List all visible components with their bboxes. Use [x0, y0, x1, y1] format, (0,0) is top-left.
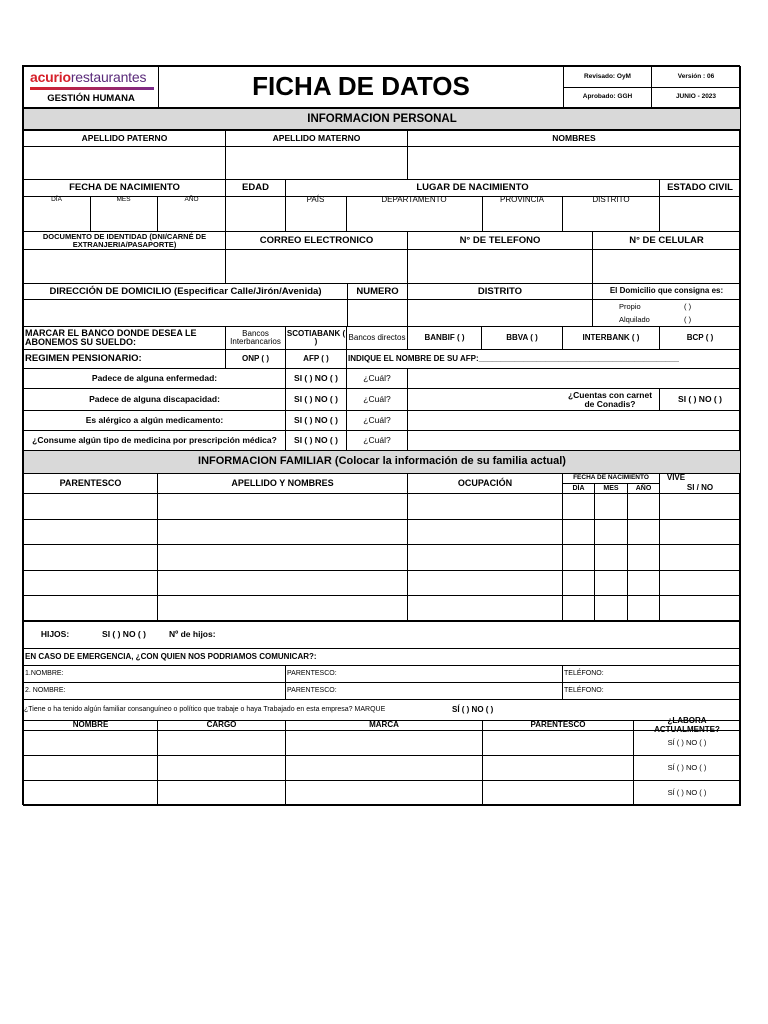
- fam-dia-header: DÍA: [562, 483, 595, 494]
- fam-row-3-anio-field[interactable]: [627, 544, 660, 571]
- celular-label: N° DE CELULAR: [592, 231, 741, 250]
- regimen-pensionario-label: REGIMEN PENSIONARIO:: [23, 349, 226, 369]
- pe-row-2-labora-field: [633, 755, 741, 781]
- telefono-label: N° DE TELEFONO: [407, 231, 593, 250]
- afp-option[interactable]: AFP ( ): [285, 349, 347, 369]
- pe-row-2-nombre-field[interactable]: [23, 755, 158, 781]
- distrito-label: DISTRITO: [407, 283, 593, 300]
- enfermedad-si-no[interactable]: SI ( ) NO ( ): [285, 368, 347, 389]
- fam-mes-header: MES: [594, 483, 628, 494]
- emergencia-nombre2[interactable]: 2. NOMBRE:: [23, 682, 286, 700]
- pe-cargo-header: CARGO: [157, 720, 286, 731]
- conadis-si-no[interactable]: SI ( ) NO ( ): [659, 388, 741, 411]
- fam-row-1-parentesco-field[interactable]: [23, 493, 158, 520]
- mes-field[interactable]: [90, 196, 158, 232]
- section-familiar-title: INFORMACION FAMILIAR (Colocar la información de su familia actual): [23, 450, 741, 474]
- distrito-nac-field[interactable]: [562, 196, 660, 232]
- correo-label: CORREO ELECTRONICO: [225, 231, 408, 250]
- version-label: Versión : 06: [651, 66, 741, 88]
- anio-field[interactable]: [157, 196, 226, 232]
- fam-row-5-mes-field[interactable]: [594, 595, 628, 622]
- fam-row-3-vive-field[interactable]: [659, 544, 741, 571]
- fam-row-2-mes-field[interactable]: [594, 519, 628, 546]
- hijos-si-no[interactable]: SI ( ) NO ( ): [102, 629, 146, 640]
- alquilado-label: Alquilado: [619, 315, 650, 325]
- nombres-label: NOMBRES: [407, 130, 741, 147]
- alquilado-checkbox[interactable]: ( ): [684, 315, 692, 325]
- section-personal-title: INFORMACION PERSONAL: [23, 108, 741, 130]
- pariente-empresa-question: ¿Tiene o ha tenido algún familiar consanguíneo o político que trabaje o haya Trabajado en esta empresa? MARQUE: [24, 706, 386, 714]
- revisado-label: Revisado: OyM: [563, 66, 652, 88]
- direccion-label: DIRECCIÓN DE DOMICILIO (Especificar Calle/Jirón/Avenida): [23, 283, 348, 300]
- dia-field[interactable]: [23, 196, 91, 232]
- fam-row-1-vive-field[interactable]: [659, 493, 741, 520]
- alergico-cual-label: ¿Cuál?: [346, 410, 408, 431]
- fam-row-5-parentesco-field[interactable]: [23, 595, 158, 622]
- medicina-si-no[interactable]: SI ( ) NO ( ): [285, 430, 347, 451]
- scotiabank-option[interactable]: SCOTIABANK ( ): [285, 326, 347, 350]
- pe-parentesco-header: PARENTESCO: [482, 720, 634, 731]
- pe-row-3-marca-field[interactable]: [285, 780, 483, 806]
- fam-row-5-dia-field[interactable]: [562, 595, 595, 622]
- alergico-cual-field[interactable]: [407, 410, 741, 431]
- alergico-si-no[interactable]: SI ( ) NO ( ): [285, 410, 347, 431]
- pe-row-1-labora-si-no[interactable]: SÍ ( ) NO ( ): [667, 738, 707, 748]
- pe-labora-header: ¿LABORA ACTUALMENTE?: [633, 720, 741, 731]
- fam-row-4-apellido-field[interactable]: [157, 570, 408, 597]
- fam-row-1-dia-field[interactable]: [562, 493, 595, 520]
- medicina-cual-label: ¿Cuál?: [346, 430, 408, 451]
- ficha-form: [22, 65, 740, 805]
- logo-brand: acurio: [30, 69, 71, 85]
- pe-row-2-marca-field[interactable]: [285, 755, 483, 781]
- fam-row-1-anio-field[interactable]: [627, 493, 660, 520]
- enfermedad-cual-label: ¿Cuál?: [346, 368, 408, 389]
- departamento-field[interactable]: [346, 196, 483, 232]
- dia-sublabel: DÍA: [51, 196, 62, 204]
- emergencia-label: EN CASO DE EMERGENCIA, ¿CON QUIEN NOS PODRIAMOS COMUNICAR?:: [23, 648, 741, 666]
- pariente-empresa-si-no[interactable]: SÍ ( ) NO ( ): [452, 704, 494, 714]
- fam-row-2-ocupacion-field[interactable]: [407, 519, 563, 546]
- distrito-field[interactable]: [407, 299, 593, 327]
- discapacidad-label: Padece de alguna discapacidad:: [23, 388, 286, 411]
- conadis-label: ¿Cuentas con carnet de Conadis?: [567, 389, 653, 409]
- celular-field[interactable]: [592, 249, 741, 284]
- pais-sublabel: PAÍS: [306, 195, 325, 205]
- pe-marca-header: MARCA: [285, 720, 483, 731]
- department-label: GESTIÓN HUMANA: [47, 93, 135, 105]
- apellido-materno-field[interactable]: [225, 146, 408, 180]
- pe-nombre-header: NOMBRE: [23, 720, 158, 731]
- estado-civil-field[interactable]: [659, 196, 741, 232]
- fam-parentesco-header: PARENTESCO: [23, 473, 158, 494]
- emergencia-parentesco2[interactable]: PARENTESCO:: [285, 682, 563, 700]
- pe-row-1-cargo-field[interactable]: [157, 730, 286, 756]
- numero-label: NUMERO: [347, 283, 408, 300]
- emergencia-telefono1[interactable]: TELÉFONO:: [562, 665, 741, 683]
- pe-row-3-labora-field: [633, 780, 741, 806]
- enfermedad-cual-field[interactable]: [407, 368, 741, 389]
- fam-row-3-dia-field[interactable]: [562, 544, 595, 571]
- estado-civil-label: ESTADO CIVIL: [659, 179, 741, 197]
- documento-label: DOCUMENTO DE IDENTIDAD (DNI/CARNÉ DE EXTRANJERIA/PASAPORTE): [23, 231, 226, 250]
- anio-sublabel: AÑO: [184, 196, 199, 204]
- fam-row-1-ocupacion-field[interactable]: [407, 493, 563, 520]
- fam-anio-header: AÑO: [627, 483, 660, 494]
- fam-row-5-vive-field[interactable]: [659, 595, 741, 622]
- pe-row-2-parentesco-field[interactable]: [482, 755, 634, 781]
- logo-suffix: restaurantes: [70, 69, 147, 85]
- fam-row-4-vive-field[interactable]: [659, 570, 741, 597]
- fam-ocupacion-header: OCUPACIÓN: [407, 473, 563, 494]
- distrito-sublabel: DISTRITO: [592, 195, 630, 205]
- propio-label: Propio: [619, 302, 641, 312]
- fam-fecha-header: FECHA DE NACIMIENTO: [562, 473, 660, 484]
- fam-row-4-parentesco-field[interactable]: [23, 570, 158, 597]
- documento-field[interactable]: [23, 249, 226, 284]
- pe-row-3-labora-si-no[interactable]: SÍ ( ) NO ( ): [667, 788, 707, 798]
- pe-row-3-parentesco-field[interactable]: [482, 780, 634, 806]
- fam-row-4-anio-field[interactable]: [627, 570, 660, 597]
- pe-row-1-marca-field[interactable]: [285, 730, 483, 756]
- fam-row-2-parentesco-field[interactable]: [23, 519, 158, 546]
- fam-si-no-label: SI / NO: [686, 482, 714, 492]
- apellido-paterno-field[interactable]: [23, 146, 226, 180]
- edad-field[interactable]: [225, 196, 286, 232]
- fam-row-2-dia-field[interactable]: [562, 519, 595, 546]
- fam-row-3-mes-field[interactable]: [594, 544, 628, 571]
- fecha-nacimiento-label: FECHA DE NACIMIENTO: [23, 179, 226, 197]
- discapacidad-cual-label: ¿Cuál?: [346, 388, 408, 411]
- bcp-option[interactable]: BCP ( ): [659, 326, 741, 350]
- bancos-interbancarios-label: Bancos Interbancarios: [225, 326, 286, 350]
- pe-row-1-nombre-field[interactable]: [23, 730, 158, 756]
- propio-checkbox[interactable]: ( ): [684, 302, 692, 312]
- logo-box: [23, 66, 159, 108]
- logo: [30, 69, 146, 85]
- fam-row-4-dia-field[interactable]: [562, 570, 595, 597]
- fam-row-3-ocupacion-field[interactable]: [407, 544, 563, 571]
- apellido-paterno-label: APELLIDO PATERNO: [23, 130, 226, 147]
- pe-row-3-cargo-field[interactable]: [157, 780, 286, 806]
- aprobado-label: Aprobado: GGH: [563, 87, 652, 108]
- fam-row-5-anio-field[interactable]: [627, 595, 660, 622]
- nombres-field[interactable]: [407, 146, 741, 180]
- domicilio-consigna-label: El Domicilio que consigna es:: [592, 283, 741, 300]
- pe-row-1-labora-field: [633, 730, 741, 756]
- telefono-field[interactable]: [407, 249, 593, 284]
- fam-row-1-apellido-field[interactable]: [157, 493, 408, 520]
- emergencia-telefono2[interactable]: TELÉFONO:: [562, 682, 741, 700]
- bbva-option[interactable]: BBVA ( ): [481, 326, 563, 350]
- banco-label: MARCAR EL BANCO DONDE DESEA LE ABONEMOS SU SUELDO:: [23, 326, 226, 350]
- fam-row-5-ocupacion-field[interactable]: [407, 595, 563, 622]
- provincia-sublabel: PROVINCIA: [499, 195, 544, 205]
- medicina-label: ¿Consume algún tipo de medicina por prescripción médica?: [23, 430, 286, 451]
- fam-apellido-header: APELLIDO Y NOMBRES: [157, 473, 408, 494]
- fam-row-4-ocupacion-field[interactable]: [407, 570, 563, 597]
- fam-row-2-vive-field[interactable]: [659, 519, 741, 546]
- pe-row-3-nombre-field[interactable]: [23, 780, 158, 806]
- hijos-label: HIJOS:: [40, 629, 70, 640]
- pais-field[interactable]: [285, 196, 347, 232]
- fam-row-2-apellido-field[interactable]: [157, 519, 408, 546]
- provincia-field[interactable]: [482, 196, 563, 232]
- fam-vive-header: [659, 473, 741, 494]
- onp-option[interactable]: ONP ( ): [225, 349, 286, 369]
- direccion-field[interactable]: [23, 299, 348, 327]
- alergico-label: Es alérgico a algún medicamento:: [23, 410, 286, 431]
- bancos-directos-label: Bancos directos: [346, 326, 408, 350]
- logo-underline: [30, 87, 154, 90]
- fam-row-5-apellido-field[interactable]: [157, 595, 408, 622]
- interbank-option[interactable]: INTERBANK ( ): [562, 326, 660, 350]
- enfermedad-label: Padece de alguna enfermedad:: [23, 368, 286, 389]
- fam-row-1-mes-field[interactable]: [594, 493, 628, 520]
- pe-row-2-cargo-field[interactable]: [157, 755, 286, 781]
- departamento-sublabel: DEPARTAMENTO: [381, 195, 447, 205]
- fecha-label: JUNIO - 2023: [651, 87, 741, 108]
- numero-field[interactable]: [347, 299, 408, 327]
- emergencia-parentesco1[interactable]: PARENTESCO:: [285, 665, 563, 683]
- mes-sublabel: MES: [116, 196, 131, 204]
- fam-vive-label: VIVE: [666, 472, 686, 482]
- fam-row-2-anio-field[interactable]: [627, 519, 660, 546]
- discapacidad-si-no[interactable]: SI ( ) NO ( ): [285, 388, 347, 411]
- afp-name-field[interactable]: INDIQUE EL NOMBRE DE SU AFP:_____________________________________________: [346, 349, 741, 369]
- num-hijos-label: Nº de hijos:: [169, 629, 216, 640]
- apellido-materno-label: APELLIDO MATERNO: [225, 130, 408, 147]
- lugar-nacimiento-label: LUGAR DE NACIMIENTO: [285, 179, 660, 197]
- pe-row-2-labora-si-no[interactable]: SÍ ( ) NO ( ): [667, 763, 707, 773]
- fam-row-4-mes-field[interactable]: [594, 570, 628, 597]
- fam-row-3-parentesco-field[interactable]: [23, 544, 158, 571]
- edad-label: EDAD: [225, 179, 286, 197]
- form-title: FICHA DE DATOS: [158, 66, 564, 108]
- emergencia-nombre1[interactable]: 1.NOMBRE:: [23, 665, 286, 683]
- medicina-cual-field[interactable]: [407, 430, 741, 451]
- pe-row-1-parentesco-field[interactable]: [482, 730, 634, 756]
- fam-row-3-apellido-field[interactable]: [157, 544, 408, 571]
- banbif-option[interactable]: BANBIF ( ): [407, 326, 482, 350]
- correo-field[interactable]: [225, 249, 408, 284]
